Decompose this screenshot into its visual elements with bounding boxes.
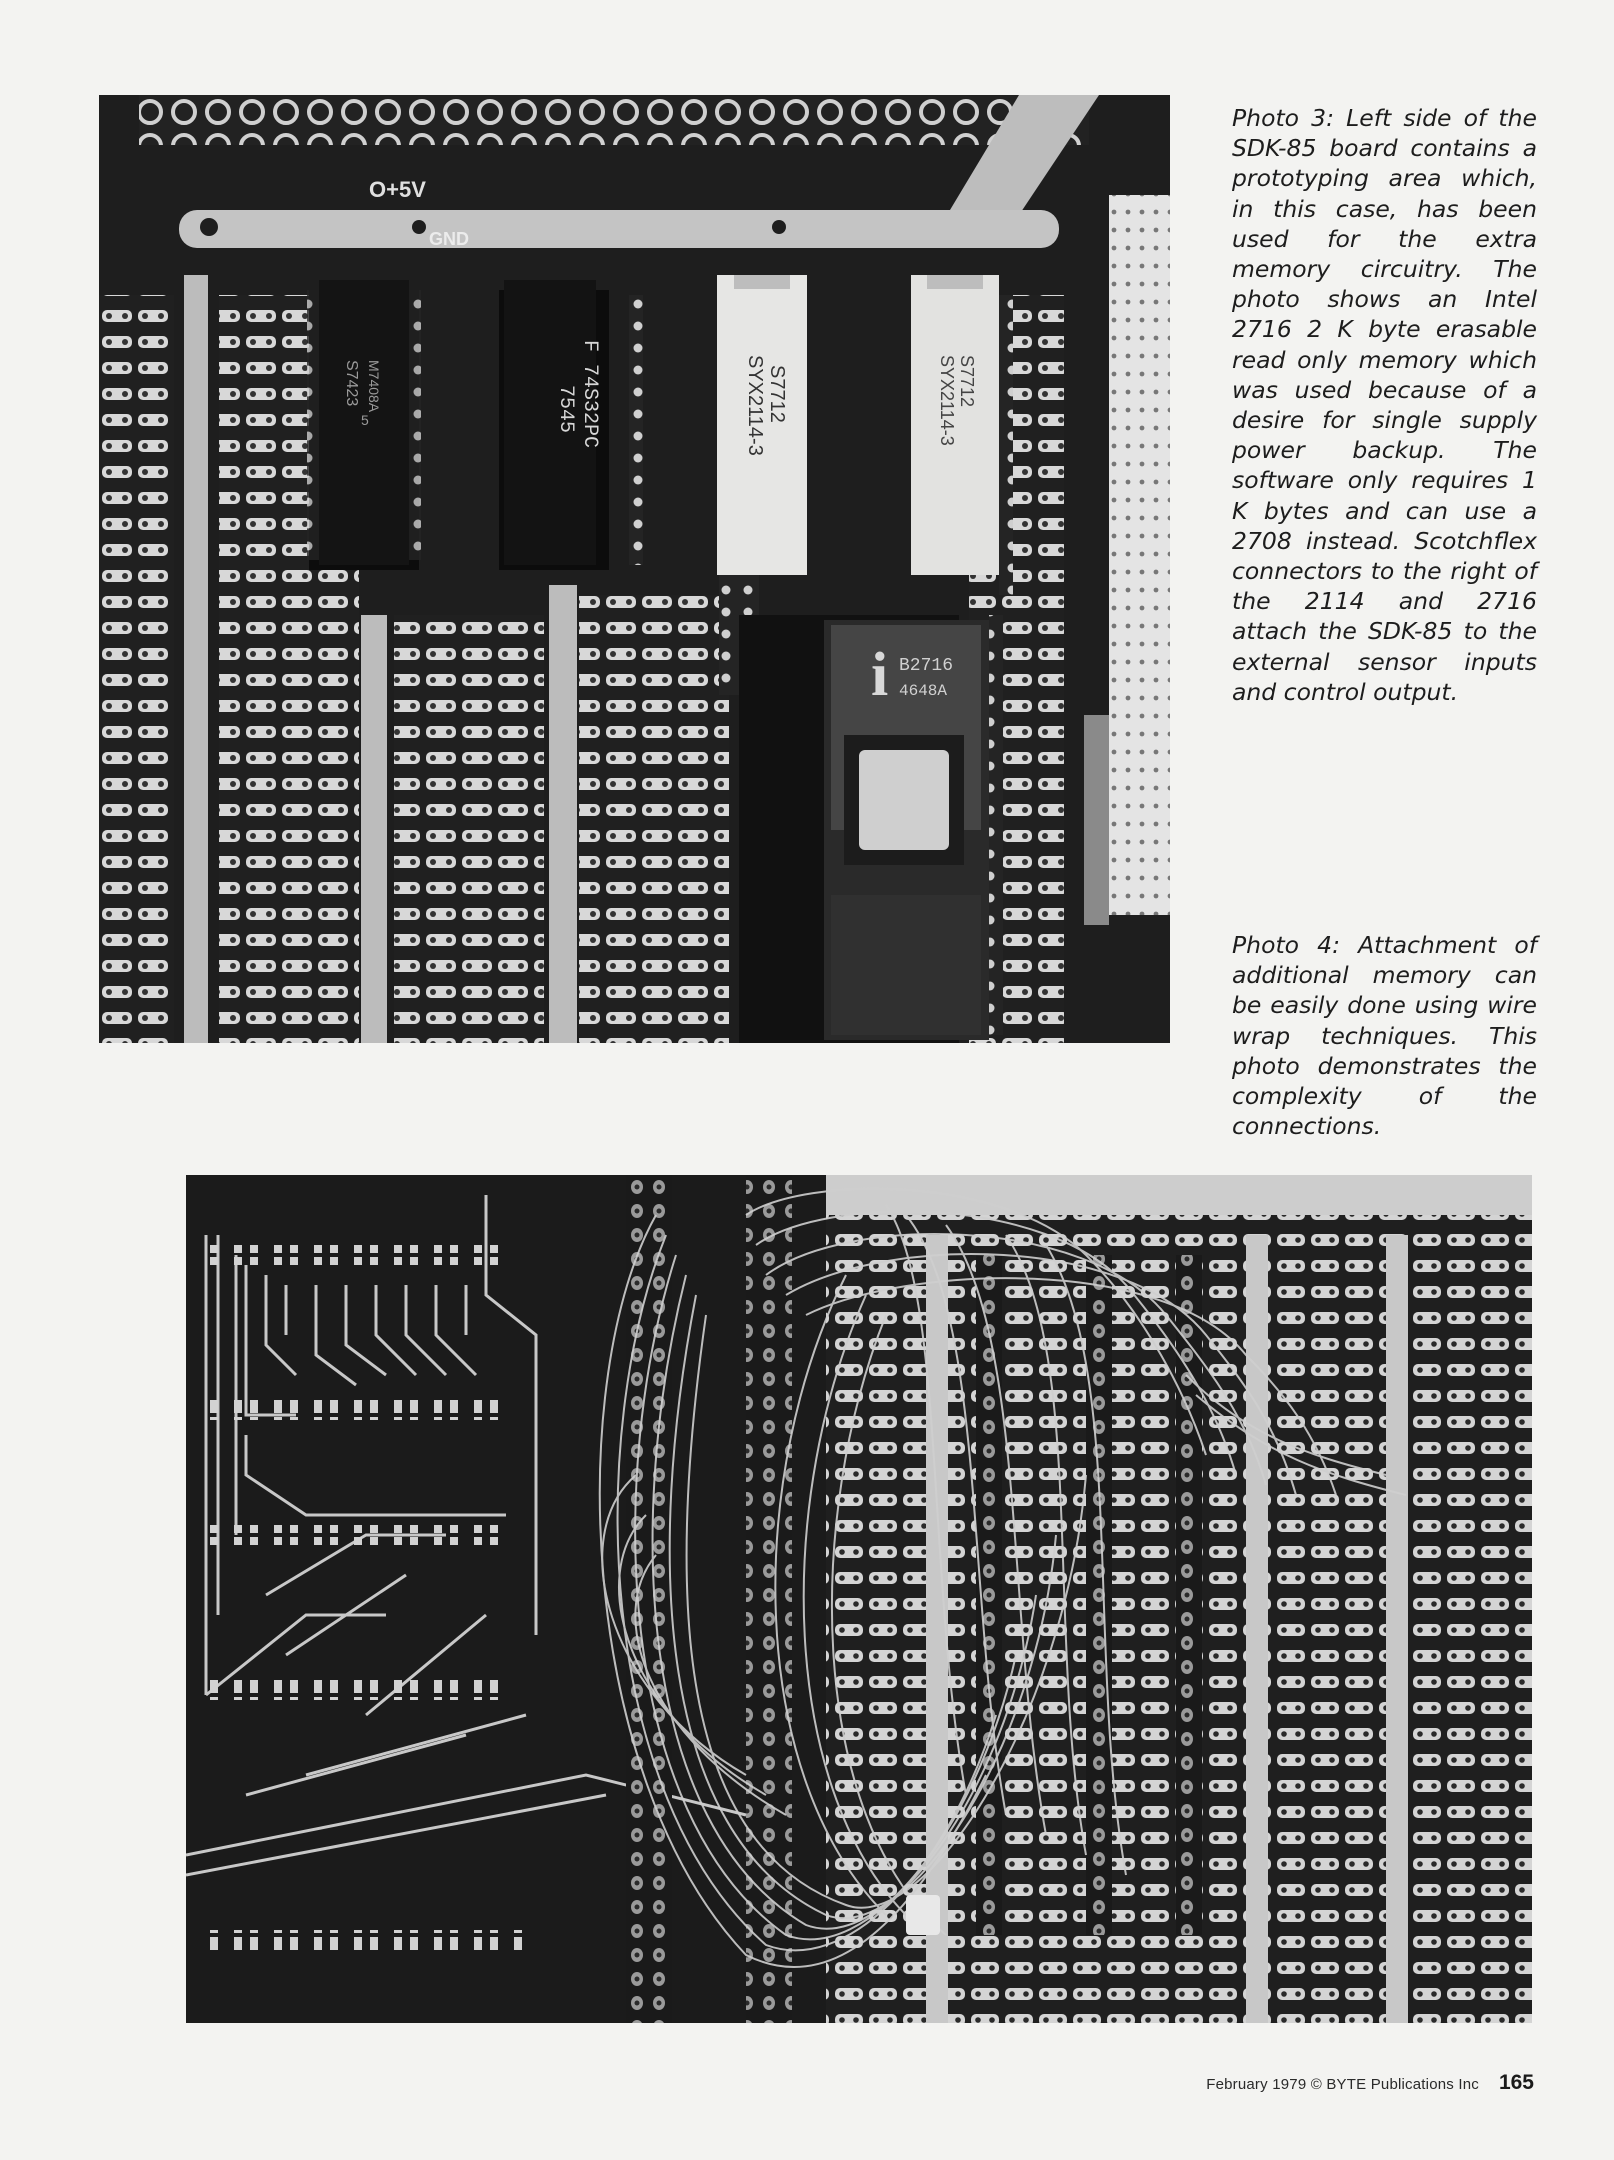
chip-3-line1: S7712 — [766, 365, 788, 423]
photo-3-image — [99, 95, 1170, 1043]
eprom-logo: i — [871, 641, 889, 709]
chip-1-line2: M7408A — [366, 360, 382, 413]
label-plus5v: O+5V — [369, 177, 426, 202]
page-footer — [1206, 2071, 1534, 2095]
scotchflex-connector — [1109, 195, 1170, 915]
eprom-line1: B2716 — [899, 656, 954, 676]
eprom-2716 — [824, 620, 989, 1040]
chip-4-line1: S7712 — [957, 355, 977, 408]
photo-3-sdk85-prototype-area — [99, 95, 1170, 1043]
eprom-line2: 4648A — [899, 682, 948, 700]
chip-1-line1: S7423 — [343, 360, 360, 407]
label-gnd: GND — [429, 229, 469, 249]
chip-7408 — [307, 280, 421, 565]
chip-2114-b — [911, 275, 999, 575]
photo-4-wire-wrap-connections — [186, 1175, 1532, 2023]
chip-2-line1: F 74S32PC — [578, 340, 601, 449]
page-number: 165 — [1498, 2071, 1534, 2094]
footer-credit: February 1979 © BYTE Publications Inc — [1206, 2076, 1479, 2093]
chip-2114-a — [717, 275, 807, 575]
photo-4-image — [186, 1175, 1532, 2023]
chip-3-line2: SYX2114-3 — [744, 355, 766, 456]
chip-2-line2: 7545 — [554, 385, 577, 434]
chip-4-line2: SYX2114-3 — [937, 355, 957, 446]
photo-3-caption: Photo 3: Left side of the SDK-85 board contains a prototyping area which, in this case, has been used for the extra memory circuitry. The photo shows an Intel 2716 2 K byte erasable read only memory which was used because of a desire for single supply power backup. The software only requires 1 K bytes and can use a 2708 instead. Scotchflex connectors to the right of the 2114 and 2716 attach the SDK-85 to the external sensor inputs and control output. — [1232, 104, 1537, 706]
photo-4-caption: Photo 4: Attachment of additional memory can be easily done using wire wrap techniques. This photo demonstrates the complexity of the connections. — [1232, 931, 1537, 1141]
chip-1-line3: 5 — [361, 412, 369, 428]
wire-tie — [906, 1895, 940, 1935]
